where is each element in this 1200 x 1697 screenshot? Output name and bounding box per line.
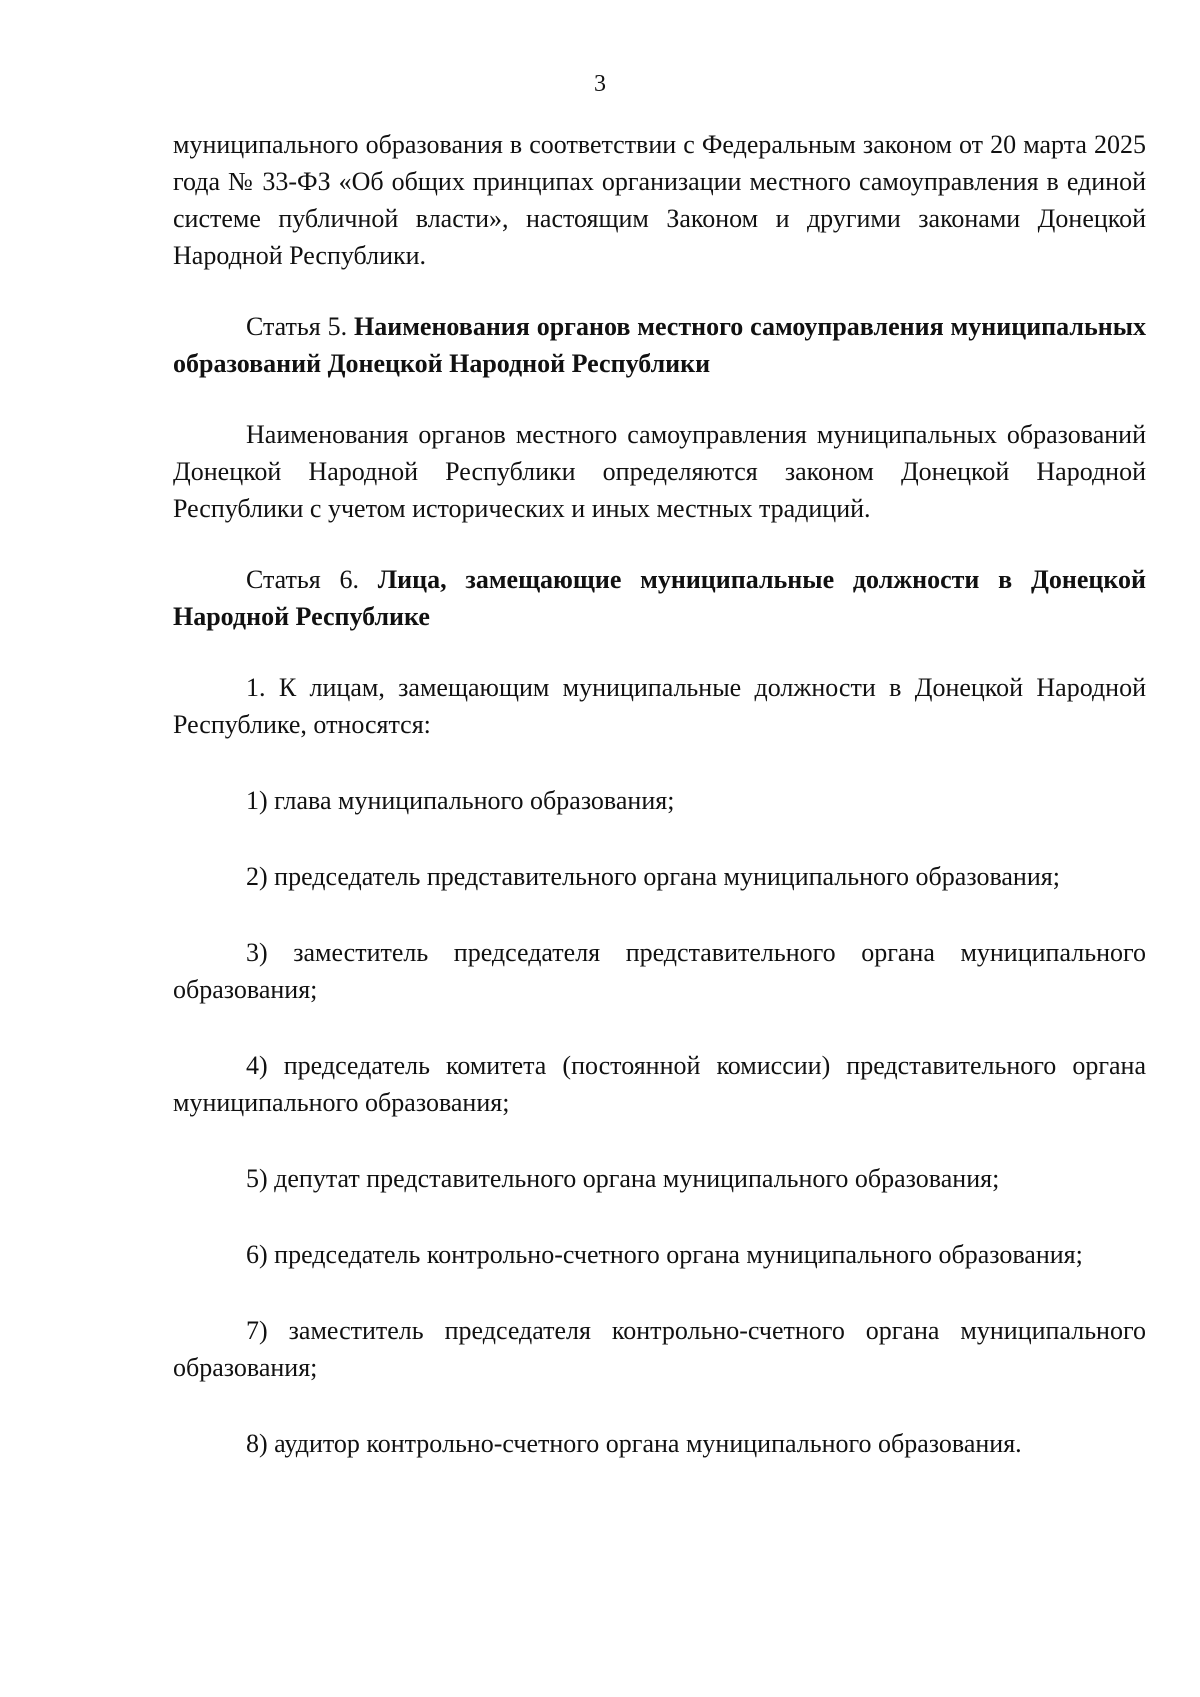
article-6-part-1: 1. К лицам, замещающим муниципальные должности в Донецкой Народной Республике, относятся: [173,673,1146,739]
article-5-text: Наименования органов местного самоуправления муниципальных образований Донецкой Народной Республики определяются законом Донецкой Народной Республики с учетом исторических и иных местных традиций. [173,420,1146,523]
article-5-heading [173,308,1146,382]
article-6-title: Лица, замещающие муниципальные должности в Донецкой Народной Республике [173,565,1146,631]
list-item: 8) аудитор контрольно-счетного органа муниципального образования. [246,1429,1022,1458]
list-item: 7) заместитель председателя контрольно-счетного органа муниципального образования; [173,1316,1146,1382]
article-6-heading [173,561,1146,635]
article-5-prefix: Статья 5. [246,312,354,341]
list-item: 2) председатель представительного органа муниципального образования; [246,862,1060,891]
list-item: 1) глава муниципального образования; [246,786,675,815]
list-item: 4) председатель комитета (постоянной комиссии) представительного органа муниципального образования; [173,1051,1146,1117]
page-number: 3 [594,71,606,97]
intro-paragraph: муниципального образования в соответствии с Федеральным законом от 20 марта 2025 года № 33-ФЗ «Об общих принципах организации местного самоуправления в единой системе публичной власти», настоящим Законом и другими законами Донецкой Народной Республики. [173,130,1146,270]
document-body [173,126,1146,1462]
article-6-prefix: Статья 6. [246,565,378,594]
list-item: 5) депутат представительного органа муниципального образования; [246,1164,1000,1193]
list-item: 3) заместитель председателя представительного органа муниципального образования; [173,938,1146,1004]
list-item: 6) председатель контрольно-счетного органа муниципального образования; [246,1240,1083,1269]
article-5-title: Наименования органов местного самоуправления муниципальных образований Донецкой Народной Республики [173,312,1146,378]
